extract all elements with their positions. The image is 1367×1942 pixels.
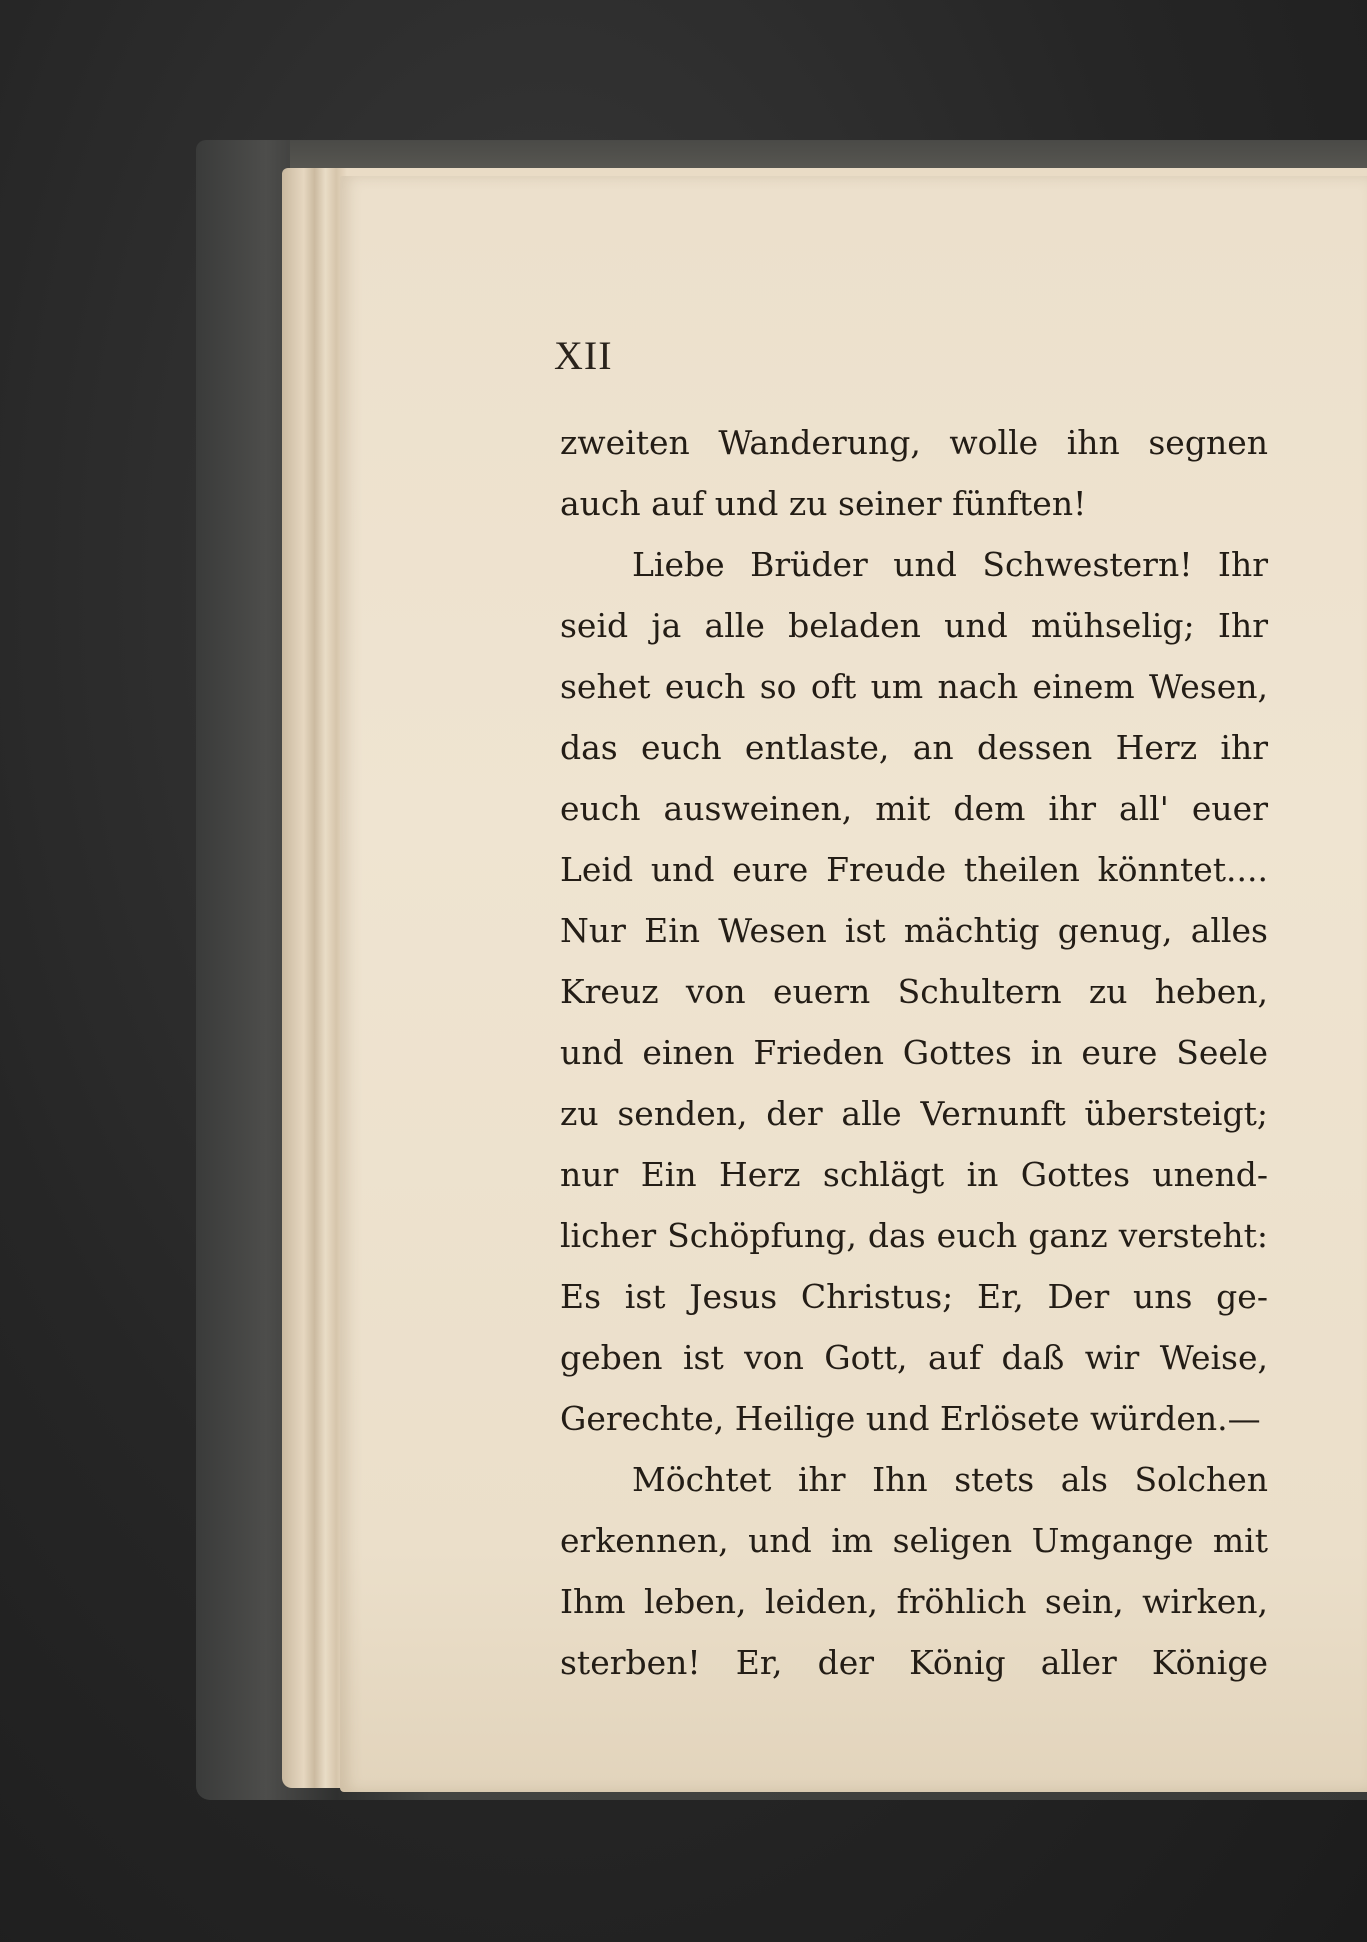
text-line: zweiten Wanderung, wolle ihn segnen xyxy=(560,423,1268,462)
text-line: geben ist von Gott, auf daß wir Weise, xyxy=(560,1338,1268,1377)
text-line: seid ja alle beladen und mühselig; Ihr xyxy=(560,606,1268,645)
text-line: erkennen, und im seligen Umgange mit xyxy=(560,1521,1268,1560)
body-text xyxy=(560,412,1268,1693)
text-line: Es ist Jesus Christus; Er, Der uns ge- xyxy=(560,1277,1268,1316)
text-line: euch ausweinen, mit dem ihr all' euer xyxy=(560,789,1268,828)
text-line: Möchtet ihr Ihn stets als Solchen xyxy=(632,1460,1268,1499)
text-line: Leid und eure Freude theilen könntet.... xyxy=(560,850,1268,889)
text-line: Kreuz von euern Schultern zu heben, xyxy=(560,972,1268,1011)
text-line: Ihm leben, leiden, fröhlich sein, wirken, xyxy=(560,1582,1268,1621)
text-line: sterben! Er, der König aller Könige xyxy=(560,1643,1268,1682)
text-line: sehet euch so oft um nach einem Wesen, xyxy=(560,667,1268,706)
page-number: XII xyxy=(554,333,613,378)
text-line: licher Schöpfung, das euch ganz versteht: xyxy=(560,1216,1268,1255)
text-line: Liebe Brüder und Schwestern! Ihr xyxy=(632,545,1268,584)
text-line: zu senden, der alle Vernunft übersteigt; xyxy=(560,1094,1268,1133)
text-line: Nur Ein Wesen ist mächtig genug, alles xyxy=(560,911,1268,950)
text-line: auch auf und zu seiner fünften! xyxy=(560,484,1087,523)
text-line: Gerechte, Heilige und Erlösete würden.— xyxy=(560,1399,1261,1438)
text-line: und einen Frieden Gottes in eure Seele xyxy=(560,1033,1268,1072)
text-line: das euch entlaste, an dessen Herz ihr xyxy=(560,728,1268,767)
text-line: nur Ein Herz schlägt in Gottes unend- xyxy=(560,1155,1268,1194)
